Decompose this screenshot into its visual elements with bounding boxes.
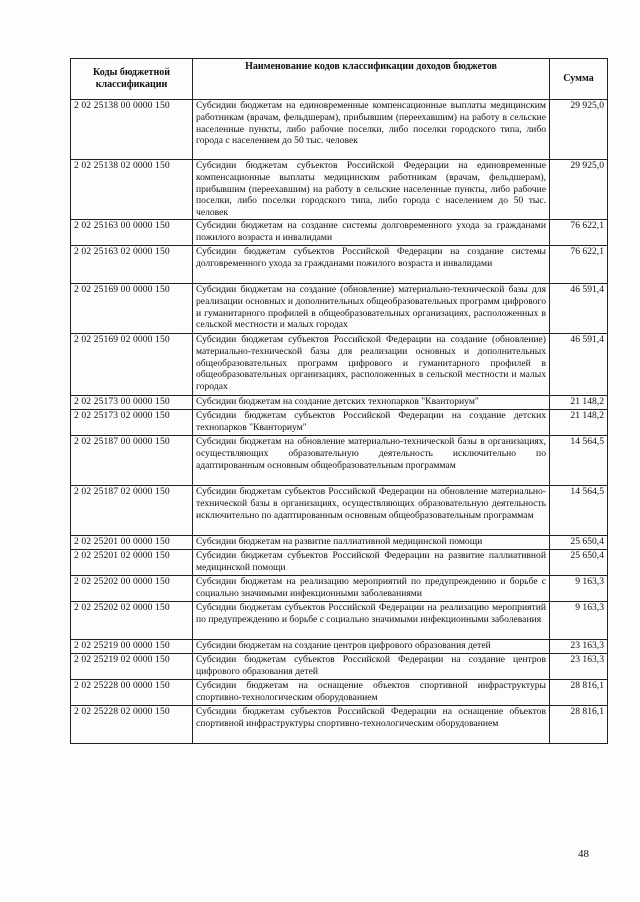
table-row [71,220,608,246]
table-row [71,334,608,396]
header-name: Наименование кодов классификации доходов бюджетов [193,59,550,100]
row-code: 2 02 25219 00 0000 150 [71,640,193,654]
table-row [71,410,608,436]
table-row [71,654,608,680]
row-sum: 28 816,1 [550,680,608,706]
row-name: Субсидии бюджетам на создание детских технопарков "Кванториум" [193,396,550,410]
row-code: 2 02 25228 00 0000 150 [71,680,193,706]
row-name: Субсидии бюджетам на единовременные компенсационные выплаты медицинским работникам (врачам, фельдшерам), прибывшим (переехавшим) на работу в сельские населенные пункты, либо рабочие поселки, либо поселки городского типа, либо города с населением до 50 тыс. человек [193,100,550,160]
row-code: 2 02 25187 02 0000 150 [71,486,193,536]
row-code: 2 02 25173 02 0000 150 [71,410,193,436]
row-code: 2 02 25173 00 0000 150 [71,396,193,410]
row-sum: 76 622,1 [550,246,608,284]
row-code: 2 02 25219 02 0000 150 [71,654,193,680]
row-code: 2 02 25202 00 0000 150 [71,576,193,602]
row-name: Субсидии бюджетам субъектов Российской Федерации на единовременные компенсационные выплаты медицинским работникам (врачам, фельдшерам), прибывшим (переехавшим) на работу в сельские населенные пункты, либо рабочие поселки, либо поселки городского типа, либо города с населением до 50 тыс. человек [193,160,550,220]
row-sum: 9 163,3 [550,602,608,640]
row-sum: 46 591,4 [550,284,608,334]
row-sum: 25 650,4 [550,550,608,576]
row-code: 2 02 25201 00 0000 150 [71,536,193,550]
row-name: Субсидии бюджетам субъектов Российской Федерации на создание (обновление) материально-технической базы для реализации основных и дополнительных общеобразовательных программ цифрового и гуманитарного профилей в общеобразовательных организациях, расположенных в сельской местности и малых городах [193,334,550,396]
row-sum: 29 925,0 [550,160,608,220]
row-sum: 46 591,4 [550,334,608,396]
table-row [71,576,608,602]
table-row [71,602,608,640]
row-name: Субсидии бюджетам субъектов Российской Федерации на создание центров цифрового образования детей [193,654,550,680]
row-sum: 23 163,3 [550,640,608,654]
page-number: 48 [578,848,589,860]
row-sum: 14 564,5 [550,486,608,536]
row-sum: 76 622,1 [550,220,608,246]
row-code: 2 02 25187 00 0000 150 [71,436,193,486]
table-row [71,550,608,576]
row-code: 2 02 25169 00 0000 150 [71,284,193,334]
row-code: 2 02 25163 00 0000 150 [71,220,193,246]
table-row [71,436,608,486]
row-name: Субсидии бюджетам субъектов Российской Федерации на оснащение объектов спортивной инфраструктуры спортивно-технологическим оборудованием [193,706,550,744]
budget-classification-table [70,58,608,744]
table-row [71,486,608,536]
row-name: Субсидии бюджетам на создание (обновление) материально-технической базы для реализации основных и дополнительных общеобразовательных программ цифрового и гуманитарного профилей в общеобразовательных организациях, расположенных в сельской местности и малых городах [193,284,550,334]
header-code: Коды бюджетной классификации [71,59,193,100]
row-code: 2 02 25138 00 0000 150 [71,100,193,160]
row-name: Субсидии бюджетам на создание системы долговременного ухода за гражданами пожилого возраста и инвалидами [193,220,550,246]
table-row [71,246,608,284]
table-row [71,100,608,160]
row-sum: 21 148,2 [550,410,608,436]
row-code: 2 02 25138 02 0000 150 [71,160,193,220]
row-code: 2 02 25201 02 0000 150 [71,550,193,576]
row-name: Субсидии бюджетам субъектов Российской Федерации на создание системы долговременного ухода за гражданами пожилого возраста и инвалидами [193,246,550,284]
table-row [71,396,608,410]
row-code: 2 02 25163 02 0000 150 [71,246,193,284]
table-row [71,706,608,744]
row-code: 2 02 25228 02 0000 150 [71,706,193,744]
row-sum: 14 564,5 [550,436,608,486]
row-name: Субсидии бюджетам на реализацию мероприятий по предупреждению и борьбе с социально значимыми инфекционными заболеваниями [193,576,550,602]
row-name: Субсидии бюджетам субъектов Российской Федерации на реализацию мероприятий по предупреждению и борьбе с социально значимыми инфекционными заболевания [193,602,550,640]
row-sum: 21 148,2 [550,396,608,410]
table-row [71,640,608,654]
table-body [71,100,608,744]
row-sum: 28 816,1 [550,706,608,744]
row-code: 2 02 25202 02 0000 150 [71,602,193,640]
table-row [71,536,608,550]
row-sum: 25 650,4 [550,536,608,550]
row-name: Субсидии бюджетам на создание центров цифрового образования детей [193,640,550,654]
row-code: 2 02 25169 02 0000 150 [71,334,193,396]
table-row [71,284,608,334]
row-name: Субсидии бюджетам субъектов Российской Федерации на развитие паллиативной медицинской помощи [193,550,550,576]
row-name: Субсидии бюджетам на оснащение объектов спортивной инфраструктуры спортивно-технологическим оборудованием [193,680,550,706]
row-sum: 29 925,0 [550,100,608,160]
row-sum: 23 163,3 [550,654,608,680]
row-name: Субсидии бюджетам субъектов Российской Федерации на создание детских технопарков "Кванториум" [193,410,550,436]
table-header-row [71,59,608,100]
row-name: Субсидии бюджетам на развитие паллиативной медицинской помощи [193,536,550,550]
row-name: Субсидии бюджетам на обновление материально-технической базы в организациях, осуществляющих образовательную деятельность исключительно по адаптированным основным общеобразовательным программам [193,436,550,486]
table-row [71,680,608,706]
table-row [71,160,608,220]
row-name: Субсидии бюджетам субъектов Российской Федерации на обновление материально-технической базы в организациях, осуществляющих образовательную деятельность исключительно по адаптированным основным общеобразовательным программам [193,486,550,536]
row-sum: 9 163,3 [550,576,608,602]
header-sum: Сумма [550,59,608,100]
